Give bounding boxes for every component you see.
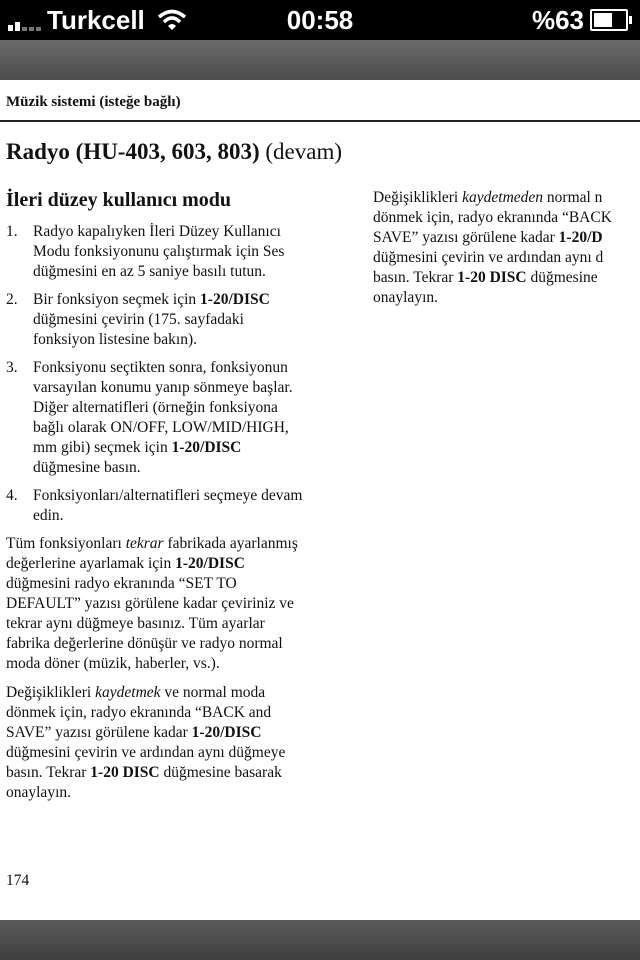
emphasis: kaydetmeden bbox=[462, 189, 544, 206]
text: SAVE” yazısı görülene kadar bbox=[6, 724, 192, 741]
step-text: düğmesini çevirin (175. sayfadaki bbox=[33, 311, 244, 328]
steps-list bbox=[6, 222, 346, 526]
text: düğmesine basarak bbox=[159, 764, 282, 781]
header-rule bbox=[0, 120, 640, 122]
text: onaylayın. bbox=[6, 784, 71, 801]
step-text: mm gibi) seçmek için bbox=[33, 439, 172, 456]
step-text: Diğer alternatifleri (örneğin fonksiyona bbox=[33, 399, 278, 416]
text: Değişiklikleri bbox=[6, 684, 96, 701]
step-text: düğmesine basın. bbox=[33, 459, 141, 476]
button-name: 1-20/DISC bbox=[200, 291, 270, 308]
right-column bbox=[373, 188, 640, 317]
document-page[interactable] bbox=[0, 80, 640, 920]
step-text: fonksiyon listesine bakın). bbox=[33, 331, 198, 348]
section-heading: İleri düzey kullanıcı modu bbox=[6, 189, 232, 211]
text: dönmek için, radyo ekranında “BACK and bbox=[6, 704, 272, 721]
text: düğmesini çevirin ve ardından aynı d bbox=[373, 249, 604, 266]
text: düğmesine bbox=[526, 269, 598, 286]
text: düğmesini çevirin ve ardından aynı düğmeye bbox=[6, 744, 286, 761]
text: basın. Tekrar bbox=[373, 269, 458, 286]
button-name: 1-20/DISC bbox=[171, 439, 242, 456]
text: dönmek için, radyo ekranında “BACK bbox=[373, 209, 612, 226]
reset-paragraph bbox=[6, 534, 346, 674]
text: Tüm fonksiyonları bbox=[6, 535, 126, 552]
button-name: 1-20/D bbox=[558, 229, 603, 246]
text: normal n bbox=[543, 189, 603, 206]
reader-bottom-toolbar[interactable] bbox=[0, 920, 640, 960]
text: ve normal moda bbox=[160, 684, 266, 701]
list-item bbox=[6, 290, 346, 350]
text: Değişiklikleri bbox=[373, 189, 463, 206]
text: tekrar aynı düğmeye basınız. Tüm ayarlar bbox=[6, 615, 265, 632]
text: basın. Tekrar bbox=[6, 764, 91, 781]
text: SAVE” yazısı görülene kadar bbox=[373, 229, 559, 246]
button-name: 1-20 DISC bbox=[457, 269, 527, 286]
step-number: 4. bbox=[6, 487, 18, 504]
text: düğmesini radyo ekranında “SET TO bbox=[6, 575, 237, 592]
battery-percent: %63 bbox=[531, 5, 584, 35]
chapter-title-main: Radyo (HU-403, 603, 803) bbox=[6, 139, 260, 164]
button-name: 1-20/DISC bbox=[191, 724, 262, 741]
left-column bbox=[6, 188, 346, 812]
step-number: 2. bbox=[6, 291, 18, 308]
status-bar-right bbox=[532, 4, 632, 36]
text: değerlerine ayarlamak için bbox=[6, 555, 176, 572]
no-save-paragraph bbox=[373, 188, 640, 308]
reader-top-toolbar[interactable] bbox=[0, 40, 640, 80]
status-bar bbox=[0, 0, 640, 40]
step-number: 1. bbox=[6, 223, 18, 240]
step-text: Bir fonksiyon seçmek için bbox=[33, 291, 201, 308]
page-number: 174 bbox=[6, 872, 30, 889]
emphasis: kaydetmek bbox=[95, 684, 161, 701]
text: DEFAULT” yazısı görülene kadar çeviriniz ve bbox=[6, 595, 294, 612]
step-text: Fonksiyonları/alternatifleri seçmeye devam bbox=[33, 487, 303, 504]
step-text: varsayılan konumu yanıp sönmeye başlar. bbox=[33, 379, 293, 396]
step-text: edin. bbox=[33, 507, 64, 524]
carrier-name: Turkcell bbox=[47, 5, 145, 35]
button-name: 1-20/DISC bbox=[175, 555, 245, 572]
chapter-title-continued: (devam) bbox=[259, 139, 343, 164]
battery-icon bbox=[590, 9, 628, 31]
chapter-title bbox=[6, 139, 342, 165]
status-time: 00:58 bbox=[286, 5, 354, 35]
step-text: Modu fonksiyonunu çalıştırmak için Ses bbox=[33, 243, 285, 260]
battery-level-fill bbox=[594, 13, 612, 27]
text: onaylayın. bbox=[373, 289, 438, 306]
button-name: 1-20 DISC bbox=[90, 764, 160, 781]
text: fabrikada ayarlanmış bbox=[163, 535, 298, 552]
step-text: Radyo kapalıyken İleri Düzey Kullanıcı bbox=[33, 223, 281, 240]
save-paragraph bbox=[6, 683, 346, 803]
text: moda döner (müzik, haberler, vs.). bbox=[6, 655, 220, 672]
step-number: 3. bbox=[6, 359, 18, 376]
step-text: Fonksiyonu seçtikten sonra, fonksiyonun bbox=[33, 359, 288, 376]
battery-tip bbox=[629, 16, 632, 24]
text: fabrika değerlerine dönüşür ve radyo normal bbox=[6, 635, 283, 652]
step-text: bağlı olarak ON/OFF, LOW/MID/HIGH, bbox=[33, 419, 289, 436]
list-item bbox=[6, 486, 346, 526]
emphasis: tekrar bbox=[125, 535, 164, 552]
running-head: Müzik sistemi (isteğe bağlı) bbox=[6, 94, 181, 110]
step-text: düğmesini en az 5 saniye basılı tutun. bbox=[33, 263, 266, 280]
list-item bbox=[6, 222, 346, 282]
list-item bbox=[6, 358, 346, 478]
